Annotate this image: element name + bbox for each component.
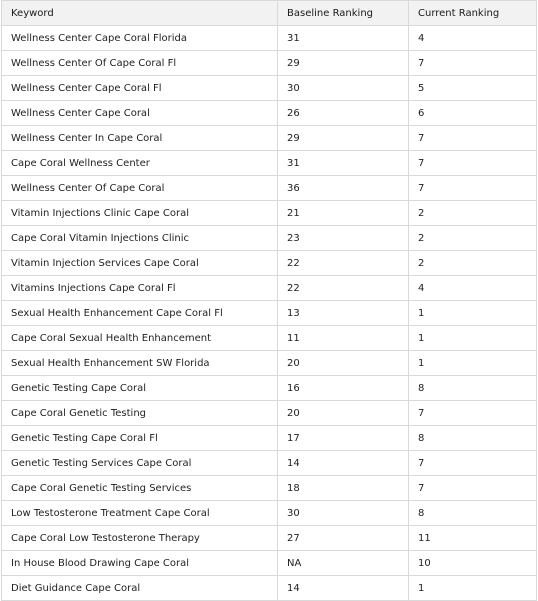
- table-header-row: [2, 1, 537, 26]
- current-ranking-cell: 2: [409, 251, 537, 276]
- baseline-ranking-cell: 14: [278, 576, 409, 601]
- baseline-ranking-cell: 20: [278, 401, 409, 426]
- keyword-cell: Cape Coral Vitamin Injections Clinic: [2, 226, 278, 251]
- current-ranking-cell: 4: [409, 276, 537, 301]
- keyword-cell: Wellness Center Cape Coral Florida: [2, 26, 278, 51]
- baseline-ranking-cell: 18: [278, 476, 409, 501]
- baseline-ranking-cell: NA: [278, 551, 409, 576]
- current-ranking-cell: 8: [409, 376, 537, 401]
- current-ranking-cell: 7: [409, 126, 537, 151]
- baseline-ranking-cell: 31: [278, 151, 409, 176]
- keyword-cell: Cape Coral Genetic Testing: [2, 401, 278, 426]
- table-row: [2, 576, 537, 601]
- baseline-ranking-cell: 22: [278, 251, 409, 276]
- keyword-cell: Wellness Center Cape Coral Fl: [2, 76, 278, 101]
- keyword-cell: Vitamins Injections Cape Coral Fl: [2, 276, 278, 301]
- keyword-cell: Wellness Center Of Cape Coral Fl: [2, 51, 278, 76]
- baseline-ranking-cell: 16: [278, 376, 409, 401]
- keyword-cell: In House Blood Drawing Cape Coral: [2, 551, 278, 576]
- table-row: [2, 176, 537, 201]
- table-row: [2, 376, 537, 401]
- current-ranking-cell: 6: [409, 101, 537, 126]
- table-row: [2, 201, 537, 226]
- baseline-ranking-cell: 14: [278, 451, 409, 476]
- keyword-rankings-table: [1, 0, 537, 601]
- baseline-ranking-cell: 29: [278, 51, 409, 76]
- keyword-cell: Low Testosterone Treatment Cape Coral: [2, 501, 278, 526]
- table-row: [2, 26, 537, 51]
- keyword-cell: Wellness Center In Cape Coral: [2, 126, 278, 151]
- rankings-table-container: [1, 0, 536, 601]
- table-row: [2, 301, 537, 326]
- table-row: [2, 476, 537, 501]
- keyword-cell: Diet Guidance Cape Coral: [2, 576, 278, 601]
- table-row: [2, 76, 537, 101]
- current-ranking-cell: 11: [409, 526, 537, 551]
- table-row: [2, 51, 537, 76]
- header-current-ranking: Current Ranking: [409, 1, 537, 26]
- keyword-cell: Genetic Testing Cape Coral Fl: [2, 426, 278, 451]
- current-ranking-cell: 4: [409, 26, 537, 51]
- table-row: [2, 101, 537, 126]
- table-row: [2, 426, 537, 451]
- table-body: [2, 26, 537, 601]
- current-ranking-cell: 1: [409, 576, 537, 601]
- baseline-ranking-cell: 11: [278, 326, 409, 351]
- current-ranking-cell: 10: [409, 551, 537, 576]
- keyword-cell: Sexual Health Enhancement Cape Coral Fl: [2, 301, 278, 326]
- table-row: [2, 526, 537, 551]
- table-row: [2, 501, 537, 526]
- current-ranking-cell: 8: [409, 426, 537, 451]
- baseline-ranking-cell: 31: [278, 26, 409, 51]
- current-ranking-cell: 2: [409, 201, 537, 226]
- current-ranking-cell: 1: [409, 301, 537, 326]
- keyword-cell: Wellness Center Of Cape Coral: [2, 176, 278, 201]
- baseline-ranking-cell: 23: [278, 226, 409, 251]
- keyword-cell: Wellness Center Cape Coral: [2, 101, 278, 126]
- keyword-cell: Cape Coral Genetic Testing Services: [2, 476, 278, 501]
- current-ranking-cell: 7: [409, 151, 537, 176]
- baseline-ranking-cell: 17: [278, 426, 409, 451]
- header-keyword: Keyword: [2, 1, 278, 26]
- table-row: [2, 351, 537, 376]
- header-baseline-ranking: Baseline Ranking: [278, 1, 409, 26]
- baseline-ranking-cell: 20: [278, 351, 409, 376]
- baseline-ranking-cell: 30: [278, 76, 409, 101]
- keyword-cell: Genetic Testing Services Cape Coral: [2, 451, 278, 476]
- baseline-ranking-cell: 29: [278, 126, 409, 151]
- current-ranking-cell: 2: [409, 226, 537, 251]
- baseline-ranking-cell: 13: [278, 301, 409, 326]
- baseline-ranking-cell: 36: [278, 176, 409, 201]
- keyword-cell: Cape Coral Wellness Center: [2, 151, 278, 176]
- current-ranking-cell: 8: [409, 501, 537, 526]
- table-row: [2, 401, 537, 426]
- current-ranking-cell: 7: [409, 51, 537, 76]
- keyword-cell: Vitamin Injections Clinic Cape Coral: [2, 201, 278, 226]
- current-ranking-cell: 7: [409, 401, 537, 426]
- keyword-cell: Genetic Testing Cape Coral: [2, 376, 278, 401]
- baseline-ranking-cell: 21: [278, 201, 409, 226]
- table-row: [2, 551, 537, 576]
- current-ranking-cell: 5: [409, 76, 537, 101]
- current-ranking-cell: 7: [409, 176, 537, 201]
- table-row: [2, 151, 537, 176]
- current-ranking-cell: 1: [409, 351, 537, 376]
- current-ranking-cell: 1: [409, 326, 537, 351]
- table-row: [2, 451, 537, 476]
- table-row: [2, 276, 537, 301]
- keyword-cell: Sexual Health Enhancement SW Florida: [2, 351, 278, 376]
- keyword-cell: Cape Coral Low Testosterone Therapy: [2, 526, 278, 551]
- table-row: [2, 226, 537, 251]
- current-ranking-cell: 7: [409, 451, 537, 476]
- baseline-ranking-cell: 22: [278, 276, 409, 301]
- current-ranking-cell: 7: [409, 476, 537, 501]
- table-row: [2, 326, 537, 351]
- keyword-cell: Cape Coral Sexual Health Enhancement: [2, 326, 278, 351]
- baseline-ranking-cell: 27: [278, 526, 409, 551]
- baseline-ranking-cell: 26: [278, 101, 409, 126]
- table-row: [2, 126, 537, 151]
- table-row: [2, 251, 537, 276]
- keyword-cell: Vitamin Injection Services Cape Coral: [2, 251, 278, 276]
- baseline-ranking-cell: 30: [278, 501, 409, 526]
